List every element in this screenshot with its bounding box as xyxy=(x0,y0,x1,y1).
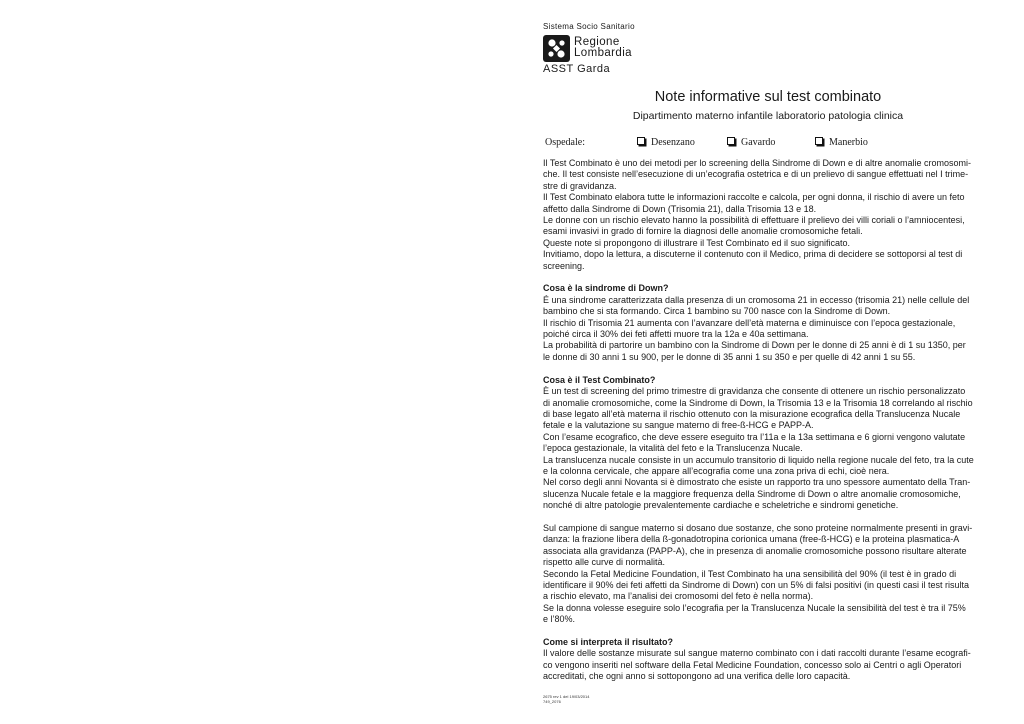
text-line: co vengono inseriti nel software della Fetal Medicine Foundation, concesso solo ai Centri o agli Operatori xyxy=(543,659,962,670)
text-line: accreditati, che ogni anno si sottopongono ad una verifica delle loro capacità. xyxy=(543,671,851,682)
text-line: associata alla gravidanza (PAPP-A), che in presenza di anomalie cromosomiche possono risultare alterate xyxy=(543,545,967,556)
section-text-result xyxy=(543,648,993,682)
section-text-down-syndrome xyxy=(543,295,993,363)
document-body xyxy=(543,158,993,683)
checkbox-icon[interactable] xyxy=(637,137,645,145)
checkbox-icon[interactable] xyxy=(815,137,823,145)
asst-name: ASST Garda xyxy=(543,63,611,75)
section-heading-combined-test: Cosa è il Test Combinato? xyxy=(543,374,656,385)
text-line: Il rischio di Trisomia 21 aumenta con l’avanzare dell’età materna e diminuisce con l’epoca gestazionale, xyxy=(543,317,956,328)
text-line: Con l’esame ecografico, che deve essere eseguito tra l’11a e la 13a settimana e 6 giorni vengono valutate xyxy=(543,431,966,442)
hospital-option-desenzano[interactable]: Desenzano xyxy=(637,137,695,148)
hospital-label: Ospedale: xyxy=(545,137,585,148)
text-line: Secondo la Fetal Medicine Foundation, il Test Combinato ha una sensibilità del 90% (il test è in grado di xyxy=(543,568,957,579)
text-line: affetto dalla Sindrome di Down (Trisomia 21), dalla Trisomia 13 e 18. xyxy=(543,203,817,214)
document-title: Note informative sul test combinato xyxy=(654,89,882,105)
text-line: a rischio elevato, ma l’analisi dei cromosomi del feto è nella norma). xyxy=(543,591,814,602)
intro-text xyxy=(543,158,993,272)
text-line: rispetto alle curve di normalità. xyxy=(543,557,666,568)
text-line: bambino che si sta formando. Circa 1 bambino su 700 nasce con la Sindrome di Down. xyxy=(543,306,891,317)
text-line: che. Il test consiste nell’esecuzione di un’ecografia ostetrica e di un prelievo di sangue effettuati nel I trime- xyxy=(543,169,969,180)
text-line: esami invasivi in grado di fornire la diagnosi delle anomalie cromosomiche fetali. xyxy=(543,226,863,237)
text-line: danza: la frazione libera della ß-gonadotropina corionica umana (free-ß-HCG) e la proteina plasmatica-A xyxy=(543,534,960,545)
text-line: fetale e la valutazione su sangue materno di free-ß-HCG e PAPP-A. xyxy=(543,420,814,431)
text-line: l’epoca gestazionale, la vitalità del feto e la Translucenza Nucale. xyxy=(543,443,803,454)
text-line: La probabilità di partorire un bambino con la Sindrome di Down per le donne di 25 anni è di 1 su 1350, per xyxy=(543,340,966,351)
checkbox-icon[interactable] xyxy=(727,137,735,145)
document-subtitle: Dipartimento materno infantile laboratorio patologia clinica xyxy=(632,110,904,122)
text-line: identificare il 90% dei feti affetti da Sindrome di Down) con un 5% di falsi positivi (in questi casi il test risulta xyxy=(543,579,970,590)
hospital-option-gavardo[interactable]: Gavardo xyxy=(727,137,775,148)
hospital-option-manerbio[interactable]: Manerbio xyxy=(815,137,868,148)
text-line: Il valore delle sostanze misurate sul sangue materno combinato con i dati raccolti durante l’esame ecografi- xyxy=(543,648,971,659)
section-text-blood-sample xyxy=(543,523,993,626)
organization-name: Sistema Socio Sanitario xyxy=(543,22,635,31)
region-name xyxy=(574,37,632,59)
regione-lombardia-logo xyxy=(543,35,570,62)
section-heading-down-syndrome: Cosa è la sindrome di Down? xyxy=(543,283,669,294)
text-line: Sul campione di sangue materno si dosano due sostanze, che sono proteine normalmente presenti in gravi- xyxy=(543,522,973,533)
text-line: screening. xyxy=(543,260,585,271)
text-line: poiché circa il 30% dei feti affetti muore tra la 12a e 40a settimana. xyxy=(543,329,809,340)
text-line: stre di gravidanza. xyxy=(543,180,617,191)
text-line: nonché di altre patologie prevalentemente cardiache e scheletriche e sindromi genetiche. xyxy=(543,500,899,511)
footer-code: 749_2076 xyxy=(543,699,561,704)
text-line: le donne di 30 anni 1 su 900, per le donne di 35 anni 1 su 350 e per quelle di 42 anni 1 su 55. xyxy=(543,351,916,362)
text-line: La translucenza nucale consiste in un accumulo transitorio di liquido nella regione nucale del feto, tra la cute xyxy=(543,454,974,465)
section-text-combined-test xyxy=(543,386,993,511)
region-line-2: Lombardia xyxy=(574,47,632,59)
text-line: slucenza Nucale fetale e la maggiore frequenza della Sindrome di Down o altre anomalie cromosomiche, xyxy=(543,488,961,499)
footer-revision: 2675 rev 1 del 19/03/2014 xyxy=(543,694,590,699)
document-footer xyxy=(543,694,589,704)
section-heading-result: Come si interpreta il risultato? xyxy=(543,637,674,647)
hospital-selector xyxy=(543,137,993,151)
text-line: di base legato all’età materna il rischio ottenuto con la misurazione ecografica della Translucenza Nucale xyxy=(543,408,961,419)
text-line: È un test di screening del primo trimestre di gravidanza che consente di ottenere un rischio personalizzato xyxy=(543,386,966,397)
text-line: e l’80%. xyxy=(543,614,576,625)
text-line: Invitiamo, dopo la lettura, a discuterne il contenuto con il Medico, prima di decidere se sottoporsi al test di xyxy=(543,249,963,260)
text-line: di anomalie cromosomiche, come la Sindrome di Down, la Trisomia 13 e la Trisomia 18 correlando al rischio xyxy=(543,397,973,408)
text-line: Il Test Combinato è uno dei metodi per lo screening della Sindrome di Down e di altre anomalie cromosomi- xyxy=(543,158,972,168)
text-line: Queste note si propongono di illustrare il Test Combinato ed il suo significato. xyxy=(543,237,851,248)
text-line: Se la donna volesse eseguire solo l’ecografia per la Translucenza Nucale la sensibilità del test è tra il 75% xyxy=(543,602,966,613)
text-line: e la colonna cervicale, che appare all’ecografia come una zona priva di echi, cioè nera. xyxy=(543,465,890,476)
region-line-1: Regione xyxy=(574,36,620,48)
text-line: Nel corso degli anni Novanta si è dimostrato che esiste un rapporto tra uno spessore aumentato della Tran- xyxy=(543,477,971,488)
text-line: Il Test Combinato elabora tutte le informazioni raccolte e calcola, per ogni donna, il rischio di avere un feto xyxy=(543,192,965,203)
text-line: É una sindrome caratterizzata dalla presenza di un cromosoma 21 in eccesso (trisomia 21) nelle cellule del xyxy=(543,294,970,305)
text-line: Le donne con un rischio elevato hanno la possibilità di effettuare il prelievo dei villi coriali o l’amniocentesi, xyxy=(543,215,965,226)
